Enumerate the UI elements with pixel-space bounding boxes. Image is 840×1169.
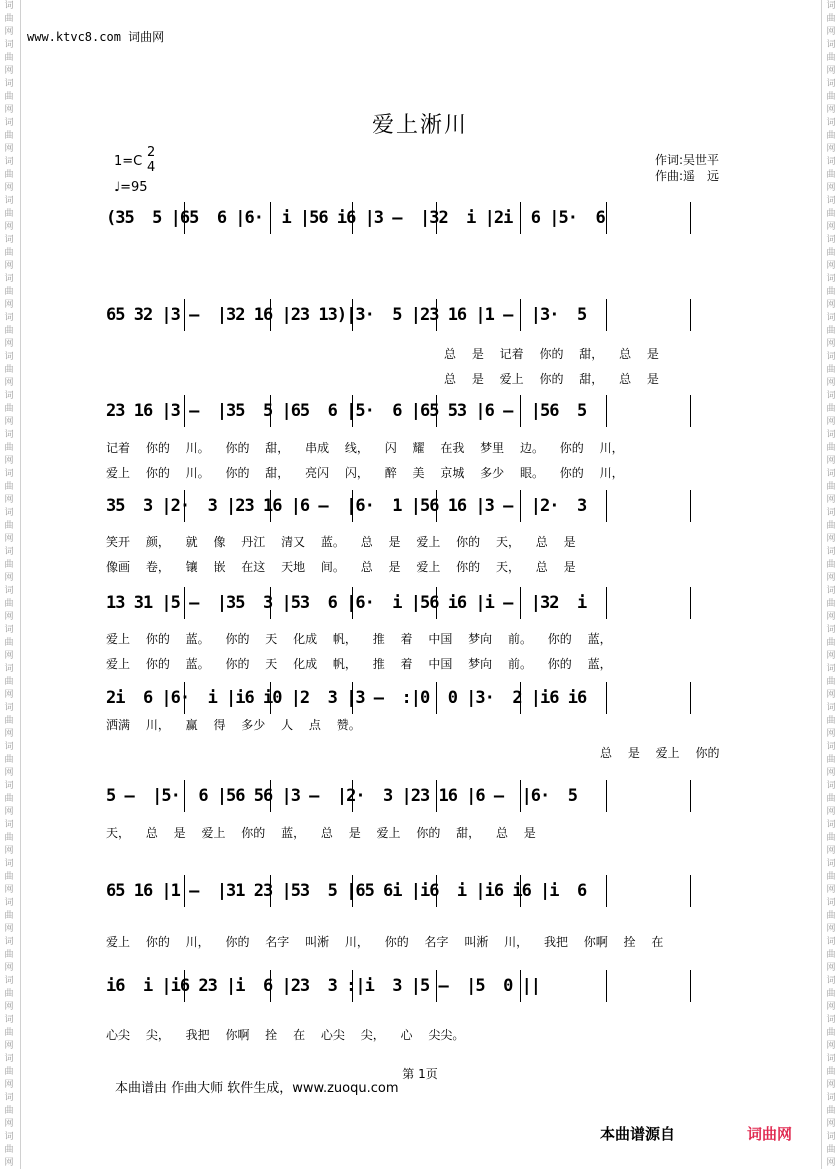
watermark-char: 网	[826, 222, 836, 232]
lyric-line: 爱上 你的 川， 你的 名字 叫淅 川， 你的 名字 叫淅 川， 我把 你啊 拴 在	[106, 935, 664, 949]
watermark-char: 网	[4, 378, 14, 388]
watermark-char: 网	[826, 1158, 836, 1168]
watermark-char: 曲	[4, 911, 14, 921]
watermark-char: 词	[4, 430, 14, 440]
watermark-char: 词	[826, 625, 836, 635]
barline	[690, 682, 691, 714]
site-header: www.ktvc8.com 词曲网	[27, 30, 165, 44]
barline	[690, 202, 691, 234]
watermark-char: 曲	[4, 326, 14, 336]
watermark-char: 词	[4, 937, 14, 947]
watermark-char: 网	[826, 768, 836, 778]
score-line	[100, 297, 760, 337]
time-numerator: 2	[147, 145, 156, 160]
watermark-char: 词	[4, 1132, 14, 1142]
score-line	[100, 968, 760, 1008]
lyric-line: 记着 你的 川。 你的 甜， 串成 线， 闪 耀 在我 梦里 边。 你的 川，	[106, 441, 624, 455]
watermark-char: 网	[826, 1041, 836, 1051]
watermark-char: 词	[4, 781, 14, 791]
watermark-char: 网	[4, 66, 14, 76]
watermark-char: 网	[826, 924, 836, 934]
watermark-char: 网	[826, 1119, 836, 1129]
watermark-char: 曲	[4, 872, 14, 882]
watermark-char: 词	[826, 547, 836, 557]
time-denominator: 4	[147, 160, 156, 175]
note-line: 65 16 |1 – |31 23 |53 5 |65 6i |i6 i |i6 i6 |i 6	[106, 881, 587, 901]
watermark-char: 曲	[4, 560, 14, 570]
watermark-char: 曲	[826, 170, 836, 180]
watermark-char: 网	[4, 1119, 14, 1129]
score-line	[100, 200, 760, 240]
watermark-char: 曲	[4, 248, 14, 258]
watermark-char: 网	[826, 66, 836, 76]
watermark-char: 曲	[826, 92, 836, 102]
watermark-char: 曲	[826, 833, 836, 843]
left-watermark-strip	[2, 0, 16, 1169]
watermark-char: 曲	[826, 131, 836, 141]
watermark-char: 曲	[4, 404, 14, 414]
watermark-char: 曲	[826, 521, 836, 531]
watermark-char: 网	[4, 1080, 14, 1090]
barline	[606, 682, 607, 714]
watermark-char: 词	[826, 469, 836, 479]
watermark-char: 网	[826, 690, 836, 700]
watermark-char: 曲	[826, 989, 836, 999]
watermark-char: 曲	[826, 599, 836, 609]
barline	[690, 875, 691, 907]
key-signature: 1=C	[114, 154, 143, 169]
watermark-char: 曲	[4, 131, 14, 141]
watermark-char: 曲	[826, 1106, 836, 1116]
watermark-char: 曲	[4, 716, 14, 726]
watermark-char: 网	[4, 846, 14, 856]
watermark-char: 曲	[826, 287, 836, 297]
source-label: 本曲谱源自	[600, 1125, 676, 1143]
watermark-char: 网	[4, 534, 14, 544]
watermark-char: 网	[4, 495, 14, 505]
barline	[690, 395, 691, 427]
watermark-char: 词	[4, 586, 14, 596]
watermark-char: 词	[4, 118, 14, 128]
barline	[690, 780, 691, 812]
lyric-line: 爱上 你的 蓝。 你的 天 化成 帆， 推 着 中国 梦向 前。 你的 蓝，	[106, 632, 612, 646]
watermark-char: 网	[826, 339, 836, 349]
note-line: 2i 6 |6· i |i6 i0 |2 3 |3 – :|0 0 |3· 2 |i6 i6	[106, 688, 587, 708]
watermark-char: 词	[826, 313, 836, 323]
barline	[606, 587, 607, 619]
watermark-char: 网	[4, 1158, 14, 1168]
watermark-char: 曲	[826, 482, 836, 492]
watermark-char: 网	[826, 846, 836, 856]
watermark-char: 网	[4, 612, 14, 622]
score-line	[100, 585, 760, 625]
watermark-char: 曲	[4, 677, 14, 687]
watermark-char: 词	[826, 1015, 836, 1025]
watermark-char: 曲	[4, 365, 14, 375]
watermark-char: 词	[826, 976, 836, 986]
watermark-char: 词	[826, 79, 836, 89]
watermark-char: 曲	[4, 833, 14, 843]
watermark-char: 网	[4, 456, 14, 466]
barline	[606, 490, 607, 522]
watermark-char: 词	[826, 898, 836, 908]
watermark-char: 曲	[4, 53, 14, 63]
lyric-line: 总 是 记着 你的 甜， 总 是	[444, 347, 659, 361]
barline	[690, 970, 691, 1002]
watermark-char: 词	[4, 1093, 14, 1103]
watermark-char: 词	[4, 1015, 14, 1025]
watermark-char: 网	[826, 495, 836, 505]
watermark-char: 网	[4, 573, 14, 583]
brand-label: 词曲网	[747, 1125, 793, 1143]
watermark-char: 词	[826, 1132, 836, 1142]
watermark-char: 曲	[4, 989, 14, 999]
watermark-char: 网	[826, 183, 836, 193]
watermark-char: 词	[4, 1054, 14, 1064]
watermark-char: 词	[826, 664, 836, 674]
watermark-char: 词	[4, 352, 14, 362]
watermark-char: 曲	[4, 443, 14, 453]
watermark-char: 词	[4, 40, 14, 50]
watermark-char: 网	[826, 27, 836, 37]
credits	[655, 152, 719, 184]
watermark-char: 词	[4, 898, 14, 908]
watermark-char: 词	[826, 391, 836, 401]
watermark-char: 曲	[826, 209, 836, 219]
watermark-char: 网	[4, 729, 14, 739]
watermark-char: 词	[4, 196, 14, 206]
watermark-char: 网	[4, 924, 14, 934]
watermark-char: 词	[4, 625, 14, 635]
watermark-char: 网	[826, 378, 836, 388]
watermark-char: 网	[4, 690, 14, 700]
watermark-char: 词	[4, 79, 14, 89]
watermark-char: 网	[4, 807, 14, 817]
watermark-char: 词	[826, 157, 836, 167]
lyric-line: 笑开 颜， 就 像 丹江 清又 蓝。 总 是 爱上 你的 天， 总 是	[106, 535, 576, 549]
watermark-char: 网	[4, 417, 14, 427]
watermark-char: 曲	[4, 794, 14, 804]
watermark-char: 曲	[4, 1106, 14, 1116]
watermark-char: 词	[826, 352, 836, 362]
watermark-char: 网	[826, 534, 836, 544]
watermark-char: 曲	[4, 287, 14, 297]
barline	[606, 780, 607, 812]
watermark-char: 词	[4, 313, 14, 323]
watermark-char: 网	[4, 963, 14, 973]
watermark-char: 网	[4, 1002, 14, 1012]
watermark-char: 词	[826, 1, 836, 11]
page-number: 第 1页	[402, 1067, 438, 1081]
barline	[606, 299, 607, 331]
barline	[606, 970, 607, 1002]
time-signature	[147, 145, 155, 175]
watermark-char: 网	[826, 456, 836, 466]
barline	[606, 202, 607, 234]
watermark-char: 曲	[4, 1145, 14, 1155]
watermark-char: 曲	[826, 365, 836, 375]
watermark-char: 曲	[4, 209, 14, 219]
watermark-char: 网	[826, 729, 836, 739]
score-line	[100, 680, 760, 720]
note-line: 35 3 |2· 3 |23 16 |6 – |6· 1 |56 16 |3 – |2· 3	[106, 496, 587, 516]
watermark-char: 网	[4, 144, 14, 154]
tempo-marking: ♩=95	[114, 180, 148, 195]
lyric-line: 总 是 爱上 你的 甜， 总 是	[444, 372, 659, 386]
watermark-char: 网	[826, 573, 836, 583]
watermark-char: 曲	[4, 1067, 14, 1077]
barline	[690, 587, 691, 619]
watermark-char: 网	[826, 105, 836, 115]
watermark-char: 词	[826, 781, 836, 791]
lyric-line: 总 是 爱上 你的	[600, 746, 720, 760]
lyric-line: 洒满 川， 赢 得 多少 人 点 赞。	[106, 718, 361, 732]
watermark-char: 曲	[4, 638, 14, 648]
watermark-char: 曲	[826, 560, 836, 570]
lyric-line: 心尖 尖， 我把 你啊 拴 在 心尖 尖， 心 尖尖。	[106, 1028, 465, 1042]
watermark-char: 网	[4, 183, 14, 193]
watermark-char: 词	[826, 196, 836, 206]
watermark-char: 曲	[4, 170, 14, 180]
watermark-char: 曲	[4, 521, 14, 531]
watermark-char: 词	[826, 859, 836, 869]
watermark-char: 词	[826, 703, 836, 713]
watermark-char: 网	[826, 807, 836, 817]
watermark-char: 网	[4, 261, 14, 271]
watermark-char: 词	[826, 1093, 836, 1103]
watermark-char: 曲	[826, 443, 836, 453]
watermark-char: 曲	[826, 716, 836, 726]
watermark-char: 网	[826, 261, 836, 271]
watermark-char: 词	[4, 469, 14, 479]
watermark-char: 网	[4, 339, 14, 349]
watermark-char: 词	[826, 40, 836, 50]
watermark-char: 词	[4, 1, 14, 11]
watermark-char: 曲	[826, 1145, 836, 1155]
quarter-note-icon: ♩	[114, 180, 121, 195]
watermark-char: 曲	[826, 1028, 836, 1038]
watermark-char: 网	[826, 1002, 836, 1012]
lyric-line: 爱上 你的 川。 你的 甜， 亮闪 闪， 醉 美 京城 多少 眼。 你的 川，	[106, 466, 624, 480]
watermark-char: 词	[4, 508, 14, 518]
watermark-char: 词	[4, 391, 14, 401]
note-line: 5 – |5· 6 |56 56 |3 – |2· 3 |23 16 |6 – |6· 5	[106, 786, 577, 806]
watermark-char: 词	[4, 157, 14, 167]
song-title: 爱上淅川	[371, 113, 468, 138]
watermark-char: 词	[4, 820, 14, 830]
note-line: (35 5 |65 6 |6· i |56 i6 |3 – |32 i |2i 6 |5· 6	[106, 208, 605, 228]
watermark-char: 曲	[4, 599, 14, 609]
watermark-char: 曲	[826, 53, 836, 63]
watermark-char: 曲	[826, 794, 836, 804]
watermark-char: 曲	[826, 872, 836, 882]
watermark-char: 曲	[826, 638, 836, 648]
score-line	[100, 873, 760, 913]
watermark-char: 曲	[4, 14, 14, 24]
watermark-char: 词	[826, 820, 836, 830]
watermark-char: 网	[4, 1041, 14, 1051]
watermark-char: 网	[4, 105, 14, 115]
note-line: 23 16 |3 – |35 5 |65 6 |5· 6 |65 53 |6 – |56 5	[106, 401, 587, 421]
watermark-char: 词	[826, 937, 836, 947]
watermark-char: 网	[826, 417, 836, 427]
note-line: 65 32 |3 – |32 16 |23 13)|3· 5 |23 16 |1 – |3· 5	[106, 305, 587, 325]
watermark-char: 曲	[826, 950, 836, 960]
watermark-char: 曲	[4, 950, 14, 960]
watermark-char: 词	[826, 430, 836, 440]
watermark-char: 词	[826, 508, 836, 518]
watermark-char: 曲	[4, 482, 14, 492]
watermark-char: 网	[826, 885, 836, 895]
watermark-char: 曲	[826, 14, 836, 24]
watermark-char: 曲	[826, 248, 836, 258]
score-line	[100, 393, 760, 433]
right-watermark-strip	[824, 0, 838, 1169]
watermark-char: 曲	[826, 404, 836, 414]
watermark-char: 词	[826, 742, 836, 752]
watermark-char: 词	[826, 586, 836, 596]
watermark-char: 曲	[4, 1028, 14, 1038]
watermark-char: 网	[826, 1080, 836, 1090]
barline	[606, 875, 607, 907]
watermark-char: 词	[826, 1054, 836, 1064]
watermark-char: 曲	[826, 326, 836, 336]
note-line: 13 31 |5 – |35 3 |53 6 |6· i |56 i6 |i – |32 i	[106, 593, 587, 613]
watermark-char: 曲	[826, 1067, 836, 1077]
watermark-char: 词	[4, 703, 14, 713]
watermark-char: 曲	[4, 92, 14, 102]
watermark-char: 网	[4, 27, 14, 37]
watermark-char: 网	[826, 963, 836, 973]
note-line: i6 i |i6 23 |i 6 |23 3 :|i 3 |5 – |5 0 ||	[106, 976, 541, 996]
watermark-char: 网	[4, 222, 14, 232]
watermark-char: 网	[826, 144, 836, 154]
watermark-char: 网	[826, 612, 836, 622]
watermark-char: 词	[4, 976, 14, 986]
watermark-char: 网	[4, 768, 14, 778]
watermark-char: 网	[826, 300, 836, 310]
barline	[606, 395, 607, 427]
watermark-char: 网	[4, 300, 14, 310]
lyric-line: 天， 总 是 爱上 你的 蓝， 总 是 爱上 你的 甜， 总 是	[106, 826, 536, 840]
watermark-char: 词	[4, 664, 14, 674]
watermark-char: 词	[826, 118, 836, 128]
watermark-char: 词	[826, 274, 836, 284]
watermark-char: 曲	[826, 677, 836, 687]
watermark-char: 曲	[826, 755, 836, 765]
lyric-line: 爱上 你的 蓝。 你的 天 化成 帆， 推 着 中国 梦向 前。 你的 蓝，	[106, 657, 612, 671]
barline	[690, 299, 691, 331]
watermark-char: 词	[826, 235, 836, 245]
watermark-char: 词	[4, 274, 14, 284]
watermark-char: 词	[4, 859, 14, 869]
watermark-char: 词	[4, 235, 14, 245]
score-line	[100, 488, 760, 528]
watermark-char: 网	[4, 651, 14, 661]
watermark-char: 曲	[4, 755, 14, 765]
footer-note: 本曲谱由 作曲大师 软件生成，www.zuoqu.com	[115, 1081, 399, 1096]
composer: 作曲:遥 远	[655, 169, 720, 183]
lyric-line: 像画 卷， 镶 嵌 在这 天地 间。 总 是 爱上 你的 天， 总 是	[106, 560, 576, 574]
score-line	[100, 778, 760, 818]
watermark-char: 词	[4, 742, 14, 752]
watermark-char: 网	[4, 885, 14, 895]
lyricist: 作词:吴世平	[655, 153, 720, 167]
watermark-char: 曲	[826, 911, 836, 921]
watermark-char: 词	[4, 547, 14, 557]
barline	[690, 490, 691, 522]
watermark-char: 网	[826, 651, 836, 661]
